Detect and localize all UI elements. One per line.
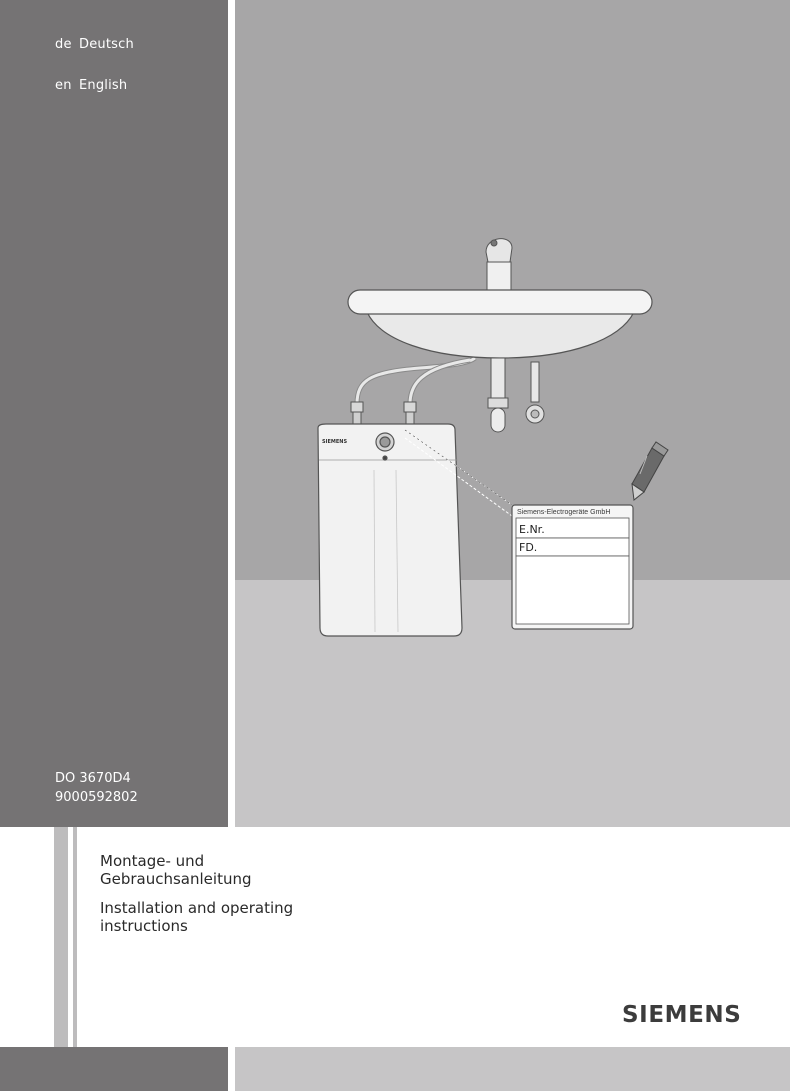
tank-brand-label: SIEMENS (322, 439, 348, 445)
drain-pipe (488, 358, 544, 432)
hoses (357, 358, 475, 404)
title-german-line2: Gebrauchsanleitung (100, 870, 252, 888)
language-code-de: de (55, 37, 72, 52)
washbasin (348, 290, 652, 358)
part-number: 9000592802 (55, 790, 138, 805)
pencil-icon (632, 442, 668, 500)
faucet (486, 239, 512, 290)
language-name-de: Deutsch (79, 37, 134, 52)
brand-logo: SIEMENS (622, 1002, 742, 1028)
title-english-line2: instructions (100, 917, 188, 935)
language-name-en: English (79, 78, 128, 93)
title-english-line1: Installation and operating (100, 899, 294, 917)
water-heater-tank (318, 424, 462, 636)
language-code-en: en (55, 78, 72, 93)
rating-plate-enr: E.Nr. (519, 523, 545, 536)
model-number: DO 3670D4 (55, 771, 131, 786)
rating-plate-fd: FD. (519, 541, 538, 554)
rating-plate-manufacturer: Siemens-Electrogeräte GmbH (517, 509, 611, 516)
fittings (351, 402, 416, 426)
title-german-line1: Montage- und (100, 852, 205, 870)
